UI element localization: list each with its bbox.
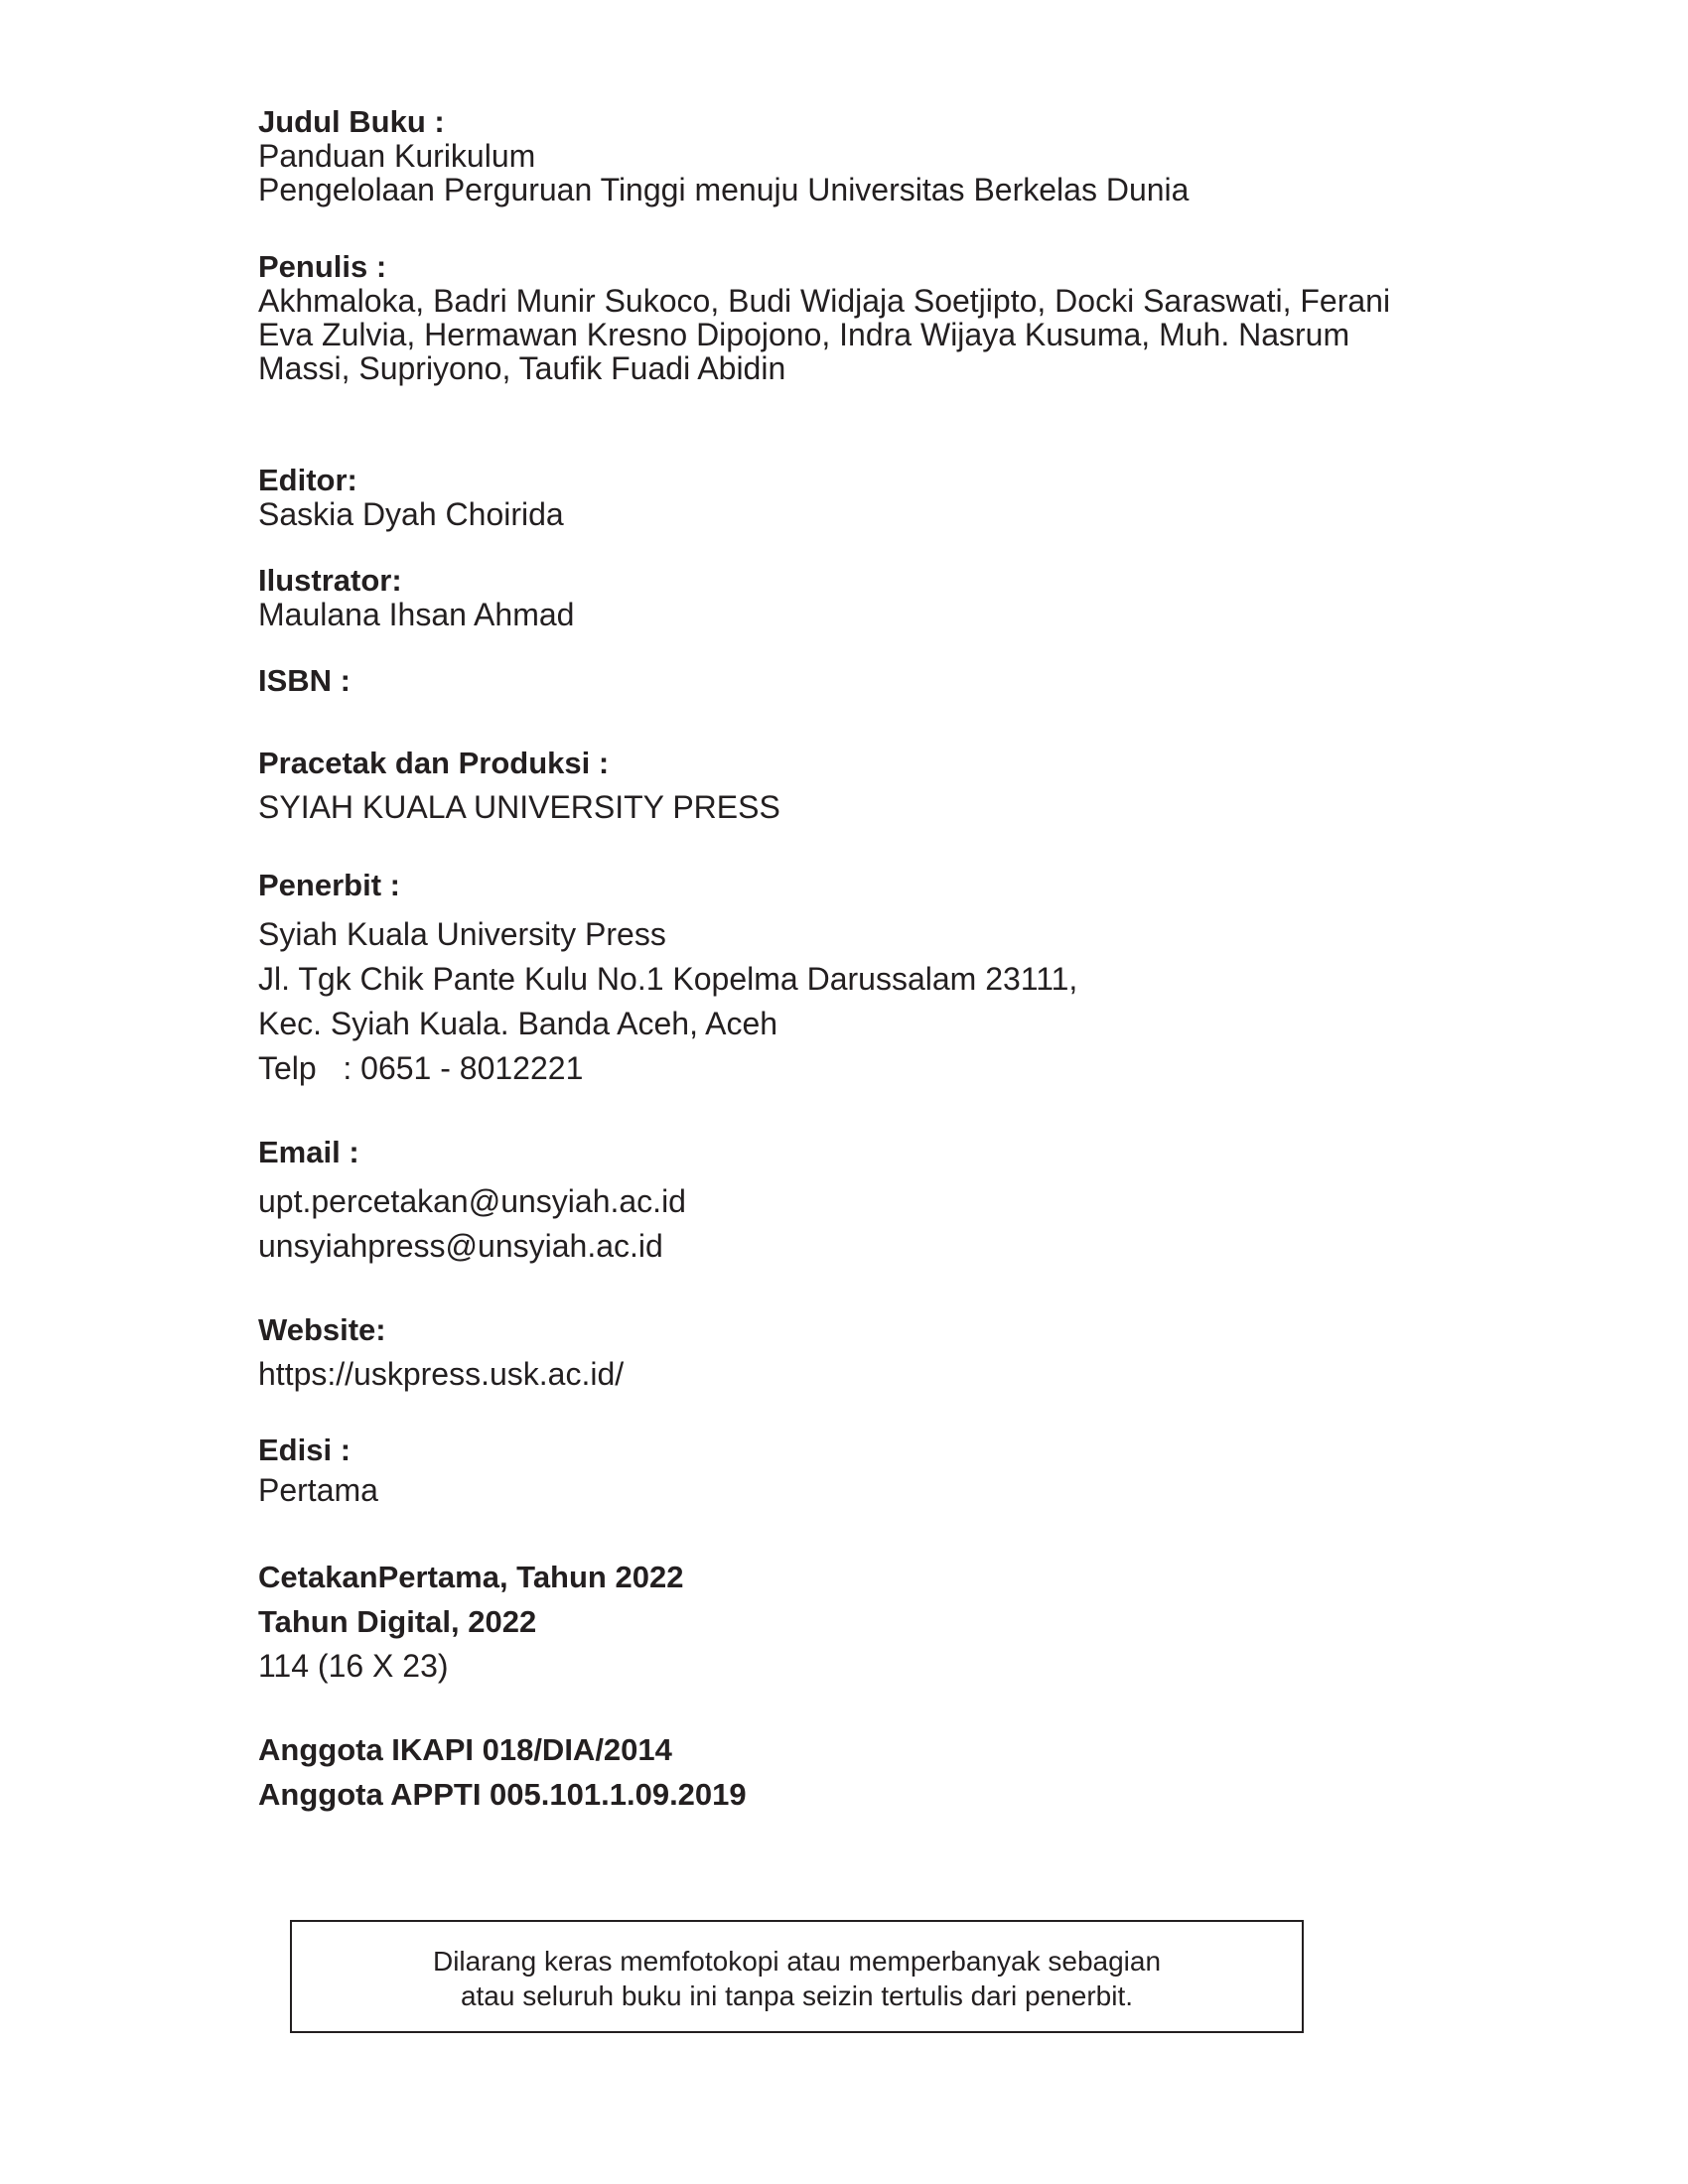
printing-first-edition: CetakanPertama, Tahun 2022 <box>258 1560 684 1594</box>
editor-section <box>258 464 1499 531</box>
authors-line: Eva Zulvia, Hermawan Kresno Dipojono, Indra Wijaya Kusuma, Muh. Nasrum <box>258 317 1350 352</box>
copyright-notice-line: Dilarang keras memfotokopi atau memperbanyak sebagian <box>432 1946 1162 1977</box>
book-subtitle-line: Pengelolaan Perguruan Tinggi menuju Universitas Berkelas Dunia <box>258 172 1190 207</box>
authors-label: Penulis : <box>258 249 387 284</box>
publisher-name: Syiah Kuala University Press <box>258 916 666 952</box>
email-label: Email : <box>258 1135 359 1169</box>
book-title-section <box>258 105 1499 206</box>
publisher-phone-row <box>258 1046 1499 1091</box>
copyright-notice-box <box>290 1920 1304 2033</box>
book-title-line: Panduan Kurikulum <box>258 138 536 174</box>
copyright-notice-line: atau seluruh buku ini tanpa seizin tertulis dari penerbit. <box>460 1980 1134 2011</box>
illustrator-name: Maulana Ihsan Ahmad <box>258 597 575 632</box>
editor-label: Editor: <box>258 463 357 497</box>
edition-section <box>258 1433 1499 1507</box>
membership-appti: Anggota APPTI 005.101.1.09.2019 <box>258 1777 747 1812</box>
pracetak-section <box>258 747 1499 824</box>
email-address: unsyiahpress@unsyiah.ac.id <box>258 1228 663 1264</box>
book-title-label: Judul Buku : <box>258 104 445 139</box>
pracetak-value: SYIAH KUALA UNIVERSITY PRESS <box>258 789 780 825</box>
printing-digital-year: Tahun Digital, 2022 <box>258 1604 537 1639</box>
publisher-label: Penerbit : <box>258 868 400 902</box>
email-section <box>258 1136 1499 1269</box>
printing-section <box>258 1555 1499 1689</box>
pracetak-label: Pracetak dan Produksi : <box>258 746 610 780</box>
membership-ikapi: Anggota IKAPI 018/DIA/2014 <box>258 1732 672 1767</box>
website-url: https://uskpress.usk.ac.id/ <box>258 1356 625 1392</box>
authors-section <box>258 250 1499 385</box>
printing-pages-size: 114 (16 X 23) <box>258 1648 449 1684</box>
publisher-address-line: Kec. Syiah Kuala. Banda Aceh, Aceh <box>258 1006 778 1041</box>
illustrator-label: Ilustrator: <box>258 563 402 598</box>
authors-line: Massi, Supriyono, Taufik Fuadi Abidin <box>258 350 786 386</box>
phone-label: Telp : <box>258 1050 361 1086</box>
authors-line: Akhmaloka, Badri Munir Sukoco, Budi Widjaja Soetjipto, Docki Saraswati, Ferani <box>258 283 1391 319</box>
isbn-label: ISBN : <box>258 663 351 698</box>
colophon-page <box>258 105 1499 1817</box>
edition-label: Edisi : <box>258 1433 352 1467</box>
editor-name: Saskia Dyah Choirida <box>258 496 564 532</box>
website-label: Website: <box>258 1312 386 1347</box>
phone-number: 0651 - 8012221 <box>360 1050 584 1086</box>
edition-value: Pertama <box>258 1472 378 1508</box>
publisher-section <box>258 869 1499 1091</box>
publisher-address-line: Jl. Tgk Chik Pante Kulu No.1 Kopelma Darussalam 23111, <box>258 961 1078 997</box>
email-address: upt.percetakan@unsyiah.ac.id <box>258 1183 686 1219</box>
website-section <box>258 1313 1499 1391</box>
membership-section <box>258 1727 1499 1817</box>
isbn-section <box>258 664 1499 698</box>
illustrator-section <box>258 564 1499 631</box>
